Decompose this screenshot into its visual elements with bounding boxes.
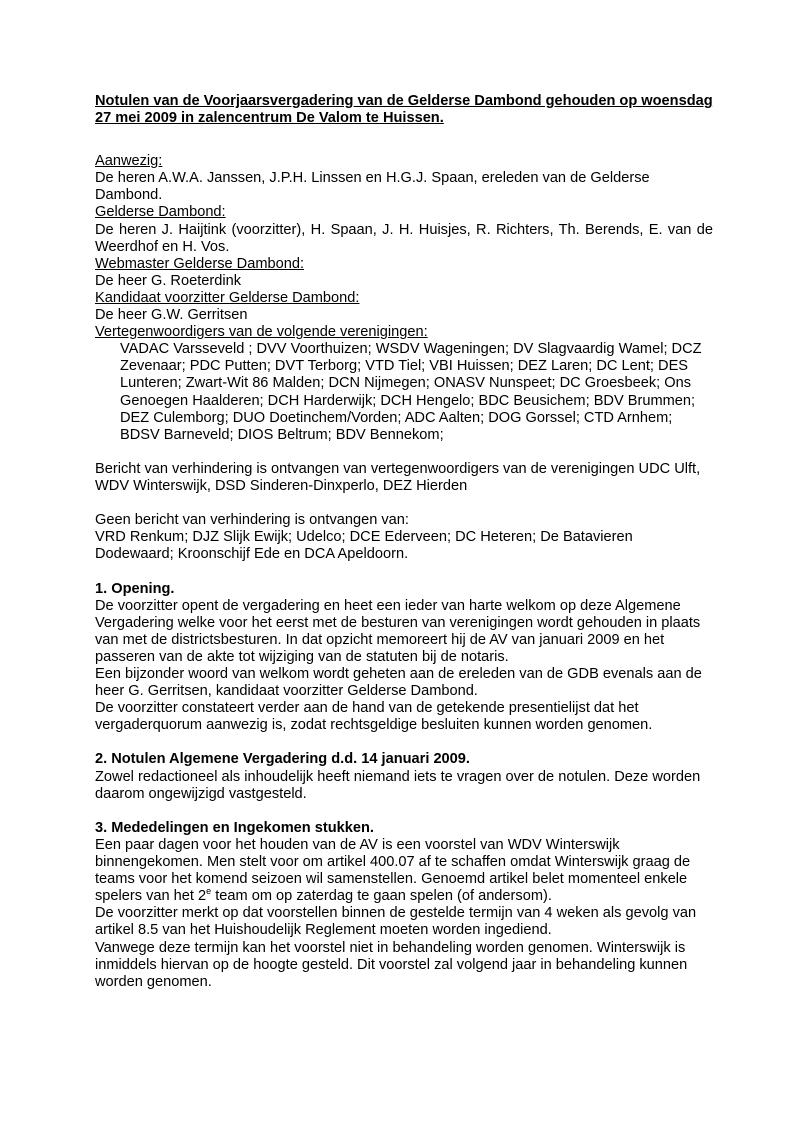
section-1-paragraph-1: De voorzitter opent de vergadering en heet een ieder van harte welkom op deze Algemene Vergadering welke voor het eerst met de besturen van verenigingen wordt gehouden in plaats van met de districtsbesturen. In dat opzicht memoreert hij de AV van januari 2009 en het passeren van de akte tot wijziging van de statuten bij de notaris. — [95, 597, 701, 665]
section-3-paragraph-1-text-end: team om op zaterdag te gaan spelen (of andersom). — [211, 888, 552, 905]
ereleden-text: De heren A.W.A. Janssen, J.P.H. Linssen en H.G.J. Spaan, ereleden van de Gelderse Dambond. — [95, 170, 650, 204]
section-3-paragraph-3: Vanwege deze termijn kan het voorstel niet in behandeling worden genomen. Winterswijk is inmiddels hiervan op de hoogte gesteld. Dit voorstel zal volgend jaar in behandeling kunnen worden genomen. — [95, 939, 688, 990]
blank-line — [95, 563, 713, 580]
section-1-paragraph-3: De voorzitter constateert verder aan de hand van de getekende presentielijst dat het vergaderquorum aanwezig is, zodat rechtsgeldige besluiten kunnen worden genomen. — [95, 700, 653, 734]
geen-bericht-text: VRD Renkum; DJZ Slijk Ewijk; Udelco; DCE Ederveen; DC Heteren; De Batavieren Dodewaard; Kroonschijf Ede en DCA Apeldoorn. — [95, 529, 633, 563]
verenigingen-list: VADAC Varsseveld ; DVV Voorthuizen; WSDV Wageningen; DV Slagvaardig Wamel; DCZ Zevenaar; PDC Putten; DVT Terborg; VTD Tiel; VBI Huissen; DEZ Laren; DC Lent; DES Lunteren; Zwart-Wit 86 Malden; DCN Nijmegen; ONASV Nunspeet; DC Groesbeek; Ons Genoegen Haalderen; DCH Harderwijk; DCH Hengelo; BDC Beusichem; BDV Brummen; DEZ Culemborg; DUO Doetinchem/Vorden; ADC Aalten; DOG Gorssel; CTD Arnhem; BDSV Barneveld; DIOS Beltrum; BDV Bennekom; — [120, 341, 702, 443]
webmaster-label: Webmaster Gelderse Dambond: — [95, 255, 305, 272]
section-2-heading: 2. Notulen Algemene Vergadering d.d. 14 januari 2009. — [95, 751, 470, 768]
vertegenwoordigers-label: Vertegenwoordigers van de volgende verenigingen: — [95, 324, 428, 341]
section-1-heading: 1. Opening. — [95, 580, 175, 597]
bond-members-text: De heren J. Haijtink (voorzitter), H. Spaan, J. H. Huisjes, R. Richters, Th. Berends, E. van de Weerdhof en H. Vos. — [95, 221, 713, 255]
section-3-paragraph-1 — [95, 837, 713, 905]
section-3-heading: 3. Mededelingen en Ingekomen stukken. — [95, 819, 374, 836]
section-2-paragraph-1: Zowel redactioneel als inhoudelijk heeft niemand iets te vragen over de notulen. Deze worden daarom ongewijzigd vastgesteld. — [95, 768, 701, 802]
aanwezig-label: Aanwezig: — [95, 153, 163, 170]
kandidaat-voorzitter-text: De heer G.W. Gerritsen — [95, 307, 248, 324]
section-3-paragraph-2: De voorzitter merkt op dat voorstellen binnen de gestelde termijn van 4 weken als gevolg van artikel 8.5 van het Huishoudelijk Reglement moeten worden ingediend. — [95, 905, 697, 939]
geen-bericht-label: Geen bericht van verhindering is ontvangen van: — [95, 512, 409, 529]
superscript-e: e — [206, 886, 212, 897]
blank-line — [95, 444, 713, 461]
verhindering-text: Bericht van verhindering is ontvangen van vertegenwoordigers van de verenigingen UDC Ulft, WDV Winterswijk, DSD Sinderen-Dinxperlo, DEZ Hierden — [95, 460, 701, 494]
webmaster-text: De heer G. Roeterdink — [95, 272, 242, 289]
gelderse-dambond-label: Gelderse Dambond: — [95, 204, 226, 221]
blank-line — [95, 734, 713, 751]
blank-line — [95, 803, 713, 820]
kandidaat-voorzitter-label: Kandidaat voorzitter Gelderse Dambond: — [95, 289, 360, 306]
section-1-paragraph-2: Een bijzonder woord van welkom wordt geheten aan de ereleden van de GDB evenals aan de heer G. Gerritsen, kandidaat voorzitter Gelderse Dambond. — [95, 666, 702, 700]
blank-line — [95, 495, 713, 512]
document-title: Notulen van de Voorjaarsvergadering van de Gelderse Dambond gehouden op woensdag 27 mei 2009 in zalencentrum De Valom te Huissen. — [95, 93, 713, 127]
section-3-paragraph-1-text-start: Een paar dagen voor het houden van de AV is een voorstel van WDV Winterswijk binnengekomen. Men stelt voor om artikel 400.07 af te schaffen omdat Winterswijk graag de teams voor het komend seizoen wil samenstellen. Genoemd artikel belet momenteel enkele spelers van het 2 — [95, 836, 691, 905]
